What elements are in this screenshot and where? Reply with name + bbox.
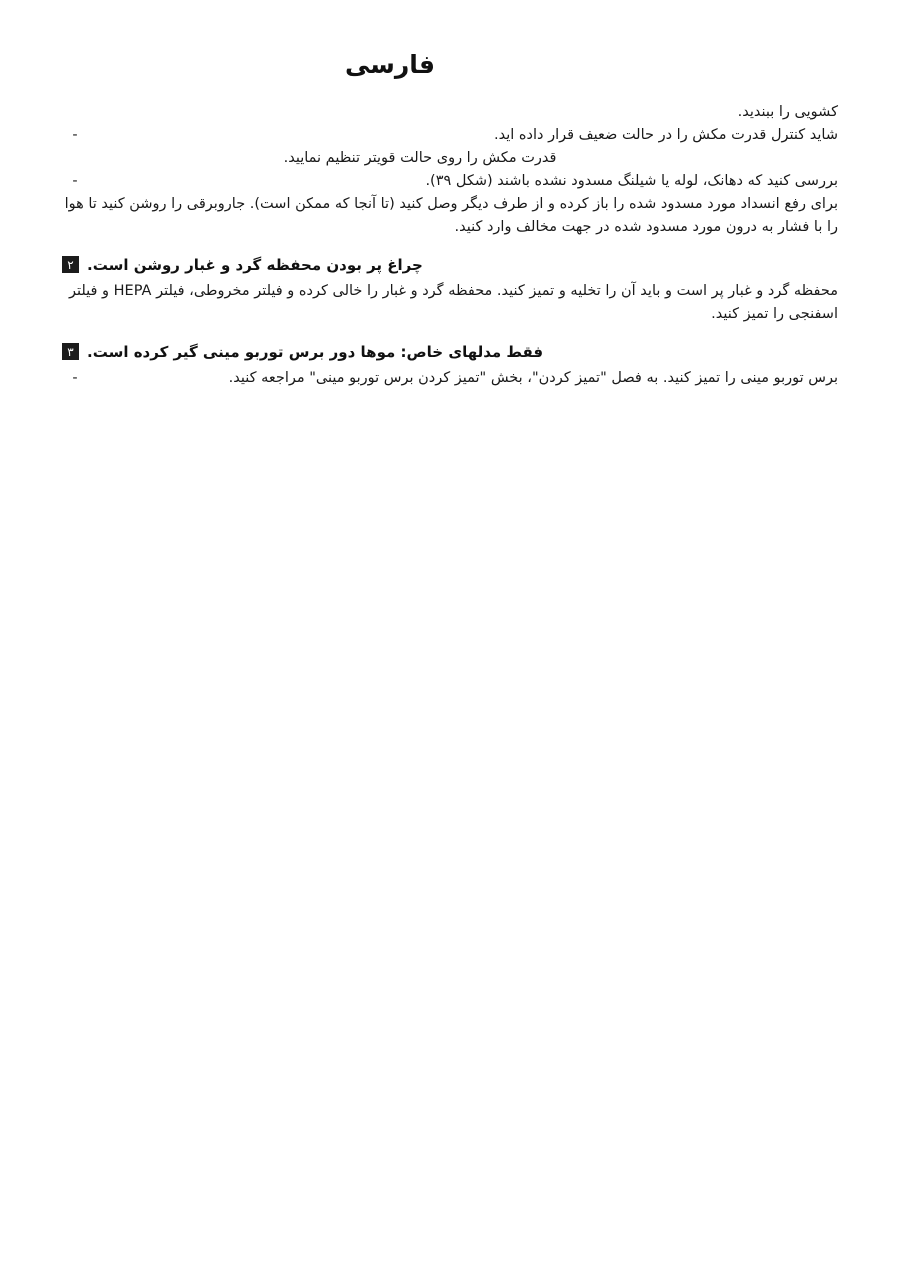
section-title: فقط مدلهای خاص: موها دور برس توربو مینی گیر کرده است. [87,342,544,361]
bullet-text: شاید کنترل قدرت مکش را در حالت ضعیف قرار داده اید. [494,126,838,143]
bullet-marker: - [72,172,78,189]
section-3 [62,343,838,390]
intro-centered-line: قدرت مکش را روی حالت قویتر تنظیم نمایید. [283,149,557,166]
bullet-marker: - [72,126,78,143]
section-2-header [62,256,838,274]
section-2 [62,256,838,327]
intro-block [62,101,838,240]
section-3-header [62,343,838,361]
bullet-marker: - [72,369,78,386]
section-3-item-1 [62,367,838,390]
section-number-badge: ۳ [62,343,79,360]
bullet-text: بررسی کنید که دهانک، لوله یا شیلنگ مسدود نشده باشند (شکل ۳۹). [425,172,838,189]
section-paragraph: محفظه گرد و غبار پر است و باید آن را تخلیه و تمیز کنید. محفظه گرد و غبار را خالی کرده و فیلتر مخروطی، فیلتر HEPA و فیلتر اسفنجی را تمیز کنید. [68,282,838,323]
intro-bullet-1 [62,124,838,147]
section-3-body [62,367,838,390]
page-title: فارسی [344,50,436,79]
intro-paragraph: برای رفع انسداد مورد مسدود شده را باز کرده و از طرف دیگر وصل کنید (تا آنجا که ممکن است). جاروبرقی را روشن کنید تا هوا را با فشار به درون مورد مسدود شده در جهت مخالف وارد کنید. [64,195,838,236]
section-title: چراغ پر بودن محفظه گرد و غبار روشن است. [87,255,423,274]
bullet-text: برس توربو مینی را تمیز کنید. به فصل "تمیز کردن"، بخش "تمیز کردن برس توربو مینی" مراجعه کنید. [228,369,838,386]
section-number-badge: ۲ [62,256,79,273]
intro-bullet-2 [62,170,838,193]
section-2-body [62,280,838,327]
intro-first-line: کشویی را ببندید. [737,104,838,120]
